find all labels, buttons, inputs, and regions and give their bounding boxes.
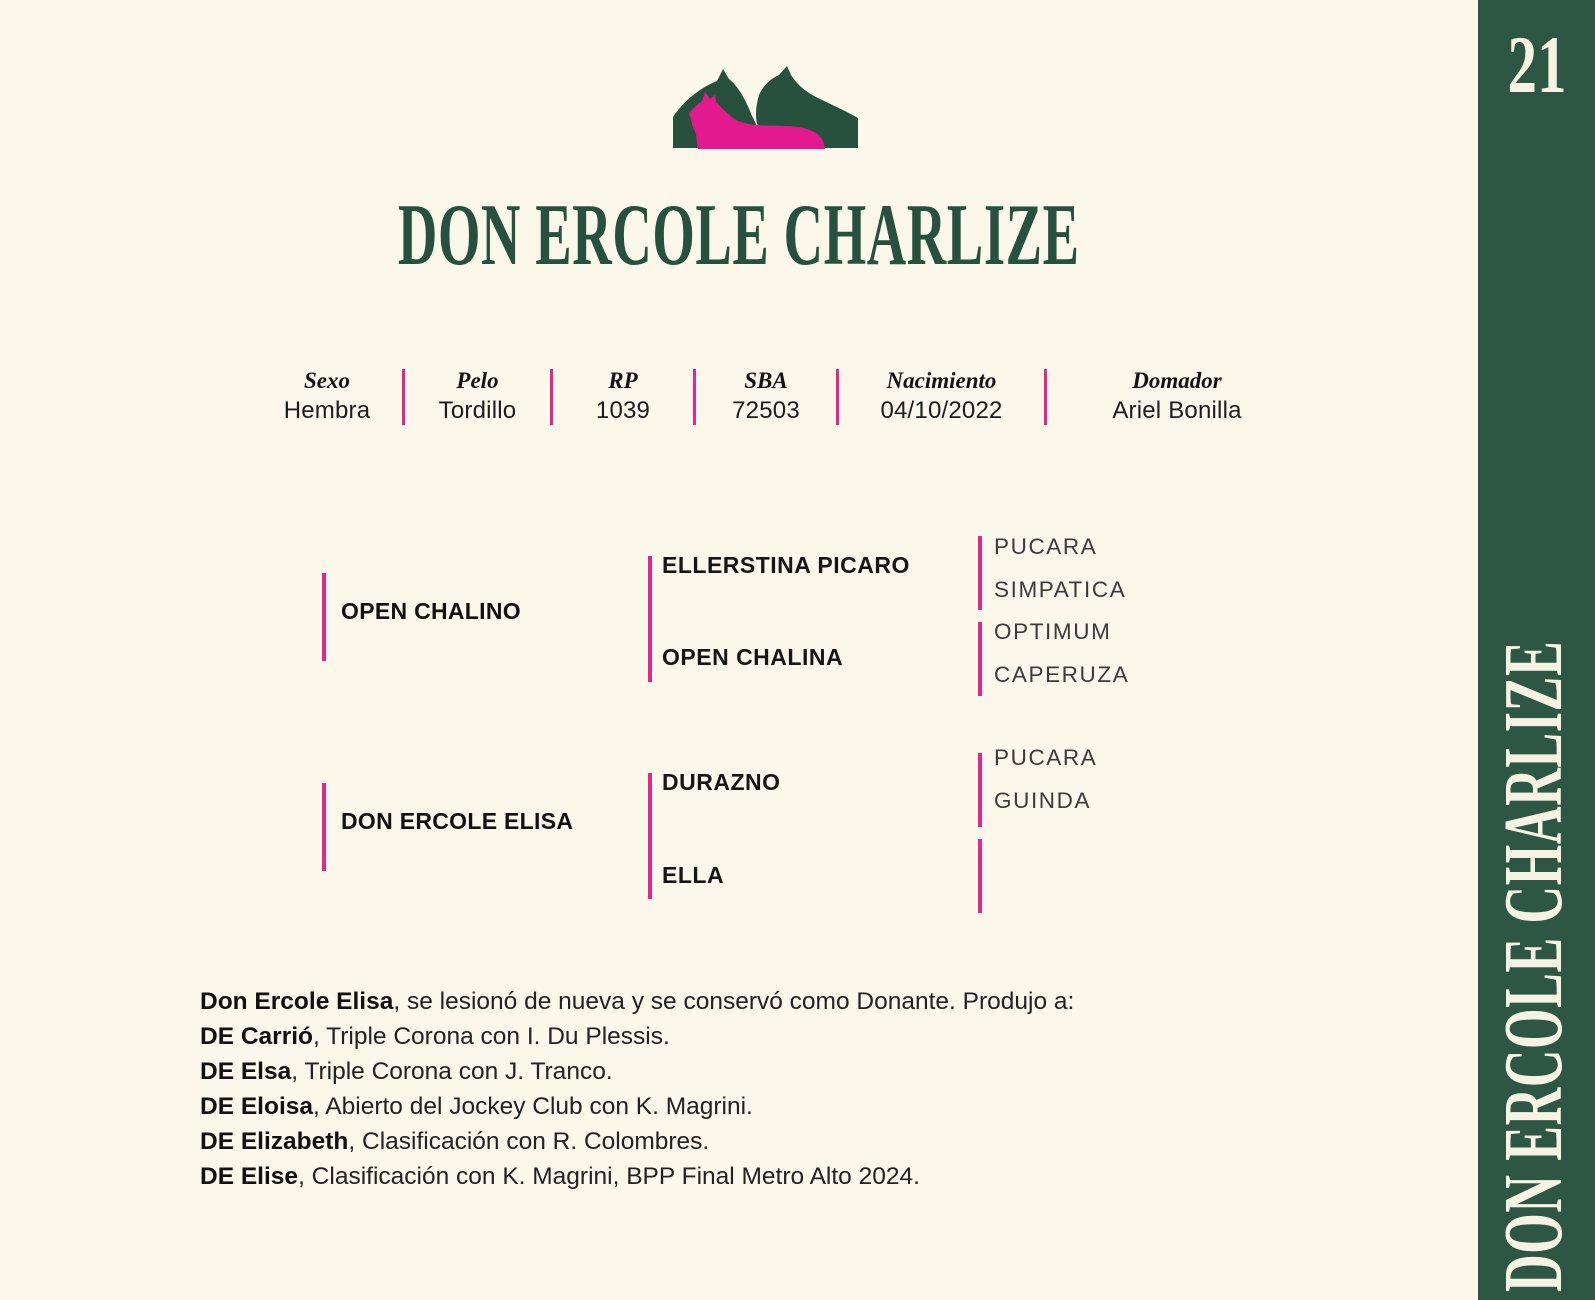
note-line bbox=[200, 1019, 1074, 1054]
pedigree-sire-dam: OPEN CHALINA bbox=[662, 644, 844, 670]
pedigree-bar bbox=[322, 573, 326, 661]
pedigree-dam-dam: ELLA bbox=[662, 862, 725, 888]
pedigree-bar bbox=[648, 556, 652, 682]
note-horse-name: DE Carrió bbox=[200, 1023, 314, 1050]
note-line bbox=[200, 1159, 1074, 1194]
pedigree-dam-sire-dam: GUINDA bbox=[994, 788, 1092, 813]
info-value: Hembra bbox=[283, 397, 371, 424]
info-label: Sexo bbox=[304, 368, 350, 393]
info-label: SBA bbox=[744, 368, 788, 393]
note-horse-name: DE Elizabeth bbox=[200, 1128, 349, 1155]
info-field-pelo bbox=[405, 368, 550, 425]
info-value: Tordillo bbox=[438, 397, 517, 424]
note-line bbox=[200, 1089, 1074, 1124]
pedigree-sire-dam-sire: OPTIMUM bbox=[994, 619, 1112, 644]
pedigree-sire-sire-dam: SIMPATICA bbox=[994, 577, 1127, 602]
horses-logo-icon bbox=[640, 56, 870, 176]
note-text: , Triple Corona con I. Du Plessis. bbox=[313, 1023, 670, 1050]
pedigree-bar bbox=[322, 783, 326, 871]
note-text: , Clasificación con R. Colombres. bbox=[348, 1128, 710, 1155]
info-label: Nacimiento bbox=[886, 368, 997, 393]
pedigree-sire-sire: ELLERSTINA PICARO bbox=[662, 552, 910, 578]
pedigree-bar bbox=[978, 622, 982, 696]
pedigree-sire-sire-sire: PUCARA bbox=[994, 534, 1098, 559]
info-field-nacimiento bbox=[839, 368, 1044, 425]
page-title-text: DON ERCOLE CHARLIZE bbox=[398, 187, 1080, 284]
note-text: , Triple Corona con J. Tranco. bbox=[291, 1058, 613, 1085]
info-field-domador bbox=[1047, 368, 1307, 425]
side-band bbox=[1478, 0, 1595, 1300]
info-value: 04/10/2022 bbox=[880, 397, 1003, 424]
pedigree-dam-sire-sire: PUCARA bbox=[994, 745, 1098, 770]
pedigree-sire-dam-dam: CAPERUZA bbox=[994, 662, 1130, 687]
pedigree-dam-sire: DURAZNO bbox=[662, 769, 781, 795]
note-horse-name: Don Ercole Elisa bbox=[200, 988, 394, 1015]
note-horse-name: DE Elise bbox=[200, 1163, 299, 1190]
pedigree-dam: DON ERCOLE ELISA bbox=[341, 808, 574, 834]
note-line bbox=[200, 1054, 1074, 1089]
pedigree-bar bbox=[978, 753, 982, 827]
pedigree-bar bbox=[978, 839, 982, 913]
info-value: Ariel Bonilla bbox=[1112, 397, 1242, 424]
note-text: , Abierto del Jockey Club con K. Magrini. bbox=[313, 1093, 753, 1120]
note-text: , Clasificación con K. Magrini, BPP Final Metro Alto 2024. bbox=[298, 1163, 920, 1190]
info-label: Pelo bbox=[456, 368, 499, 393]
note-text: , se lesionó de nueva y se conservó como Donante. Produjo a: bbox=[393, 988, 1075, 1015]
info-value: 72503 bbox=[732, 397, 800, 424]
page-number-text: 21 bbox=[1506, 19, 1567, 110]
info-label: RP bbox=[608, 368, 638, 393]
note-horse-name: DE Elsa bbox=[200, 1058, 292, 1085]
note-horse-name: DE Eloisa bbox=[200, 1093, 314, 1120]
info-value: 1039 bbox=[595, 397, 651, 424]
page-title bbox=[0, 187, 1478, 284]
page-number bbox=[1478, 19, 1595, 110]
note-line bbox=[200, 1124, 1074, 1159]
info-field-sba bbox=[696, 368, 836, 425]
pedigree-bar bbox=[978, 536, 982, 610]
info-field-sexo bbox=[252, 368, 402, 425]
info-field-rp bbox=[553, 368, 693, 425]
info-label: Domador bbox=[1132, 368, 1222, 393]
note-line bbox=[200, 984, 1074, 1019]
pedigree-sire: OPEN CHALINO bbox=[341, 598, 521, 624]
pedigree-bar bbox=[648, 773, 652, 899]
vertical-title-text: DON ERCOLE CHARLIZE bbox=[1487, 640, 1580, 1292]
info-row bbox=[252, 368, 1307, 425]
vertical-title bbox=[1487, 241, 1580, 1292]
progeny-notes bbox=[200, 984, 1074, 1194]
